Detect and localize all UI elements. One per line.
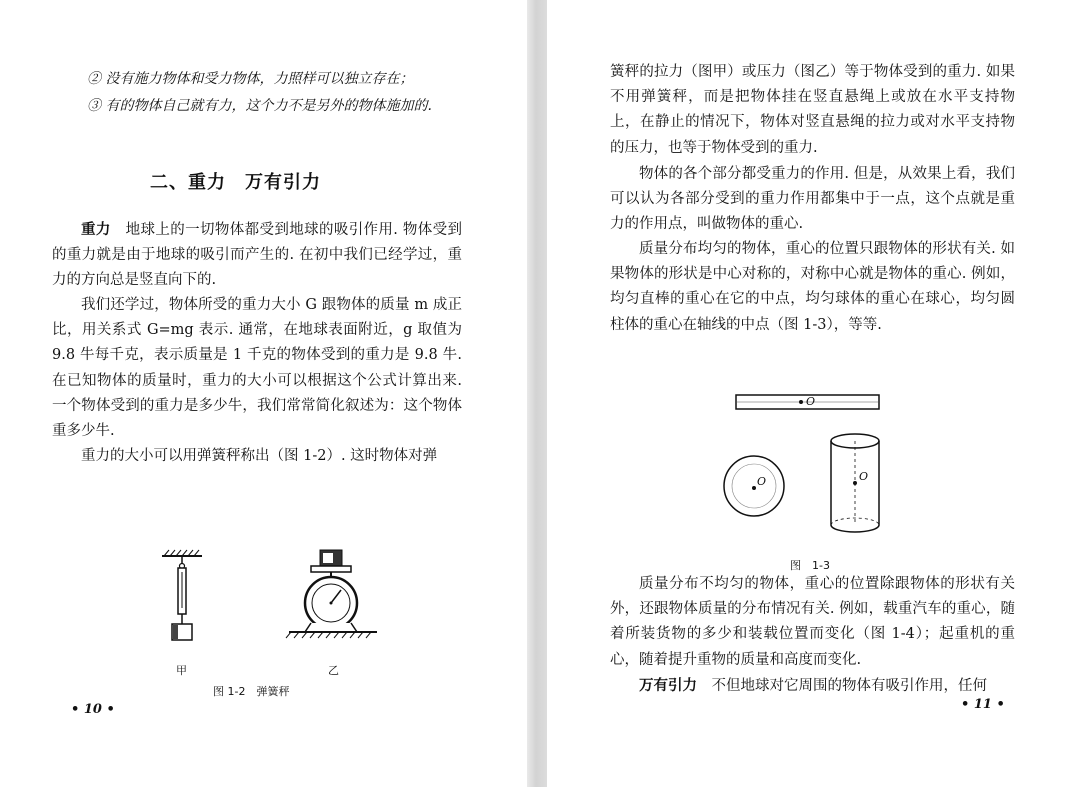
paragraph-gravity	[52, 217, 462, 294]
figure-caption-1-3: 图 1-3	[790, 559, 830, 572]
cylinder-center-label: O	[859, 470, 869, 483]
paragraph-uniform-objects: 质量分布均匀的物体，重心的位置只跟物体的形状有关. 如果物体的形状是中心对称的，对称中心就是物体的重心. 例如，均匀直棒的重心在它的中点，均匀球体的重心在球心，均匀圆柱体的重心在轴线的中点（图 1-3），等等.	[610, 241, 1015, 333]
center-of-gravity-figure	[717, 388, 897, 540]
book-gutter	[527, 0, 547, 787]
left-page	[0, 0, 527, 787]
rod-center-label: O	[806, 395, 816, 408]
paragraph-universal-gravitation	[610, 673, 1015, 699]
figure-label-a: 甲	[176, 664, 187, 677]
page-number-left: • 10 •	[71, 702, 115, 717]
sphere-center-label: O	[757, 475, 767, 488]
paragraph-universal-gravitation-text: 不但地球对它周围的物体有吸引作用，任何	[697, 678, 987, 694]
figure-label-b: 乙	[328, 664, 339, 677]
section-title: 二、重力 万有引力	[150, 172, 321, 193]
hanging-spring-scale-figure	[160, 548, 210, 648]
paragraph-spring-scale-continued: 簧秤的拉力（图甲）或压力（图乙）等于物体受到的重力. 如果不用弹簧秤，而是把物体挂在竖直悬绳上或放在水平支持物上，在静止的情况下，物体对竖直悬绳的拉力或对水平支持物的压力，也等于物体受到的重力.	[610, 64, 1015, 156]
paragraph-gravity-text: 地球上的一切物体都受到地球的吸引作用. 物体受到的重力就是由于地球的吸引而产生的. 在初中我们已经学过，重力的方向总是竖直向下的.	[52, 222, 463, 289]
right-page	[547, 0, 1080, 787]
page-number-right: • 11 •	[961, 697, 1005, 712]
paragraph-spring-scale: 重力的大小可以用弹簧秤称出（图 1-2）. 这时物体对弹	[81, 448, 438, 464]
paragraph-lead-universal-gravitation: 万有引力	[639, 677, 697, 694]
figure-caption-1-2: 图 1-2 弹簧秤	[213, 685, 290, 698]
paragraph-nonuniform-objects: 质量分布不均匀的物体，重心的位置除跟物体的形状有关外，还跟物体质量的分布情况有关. 例如，载重汽车的重心，随着所装货物的多少和装载位置而变化（图 1-4）；起重机的重心，随着提升重物的质量和高度而变化.	[610, 576, 1015, 668]
paragraph-center-of-gravity: 物体的各个部分都受重力的作用. 但是，从效果上看，我们可以认为各部分受到的重力作用都集中于一点，这个点就是重力的作用点，叫做物体的重心.	[610, 166, 1015, 233]
list-item-3: ③ 有的物体自己就有力，这个力不是另外的物体施加的.	[87, 98, 432, 114]
list-item-2: ② 没有施力物体和受力物体，力照样可以独立存在；	[87, 71, 414, 87]
paragraph-gravity-formula: 我们还学过，物体所受的重力大小 G 跟物体的质量 m 成正比，用关系式 G=mg 表示. 通常，在地球表面附近，g 取值为 9.8 牛每千克，表示质量是 1 千克的物体受到的重力是 9.8 牛. 在已知物体的质量时，重力的大小可以根据这个公式计算出来. 一个物体受到的重力是多少牛，我们常常简化叙述为：这个物体重多少牛.	[52, 297, 462, 440]
dial-scale-figure	[285, 548, 385, 648]
paragraph-lead-gravity: 重力	[81, 221, 111, 238]
